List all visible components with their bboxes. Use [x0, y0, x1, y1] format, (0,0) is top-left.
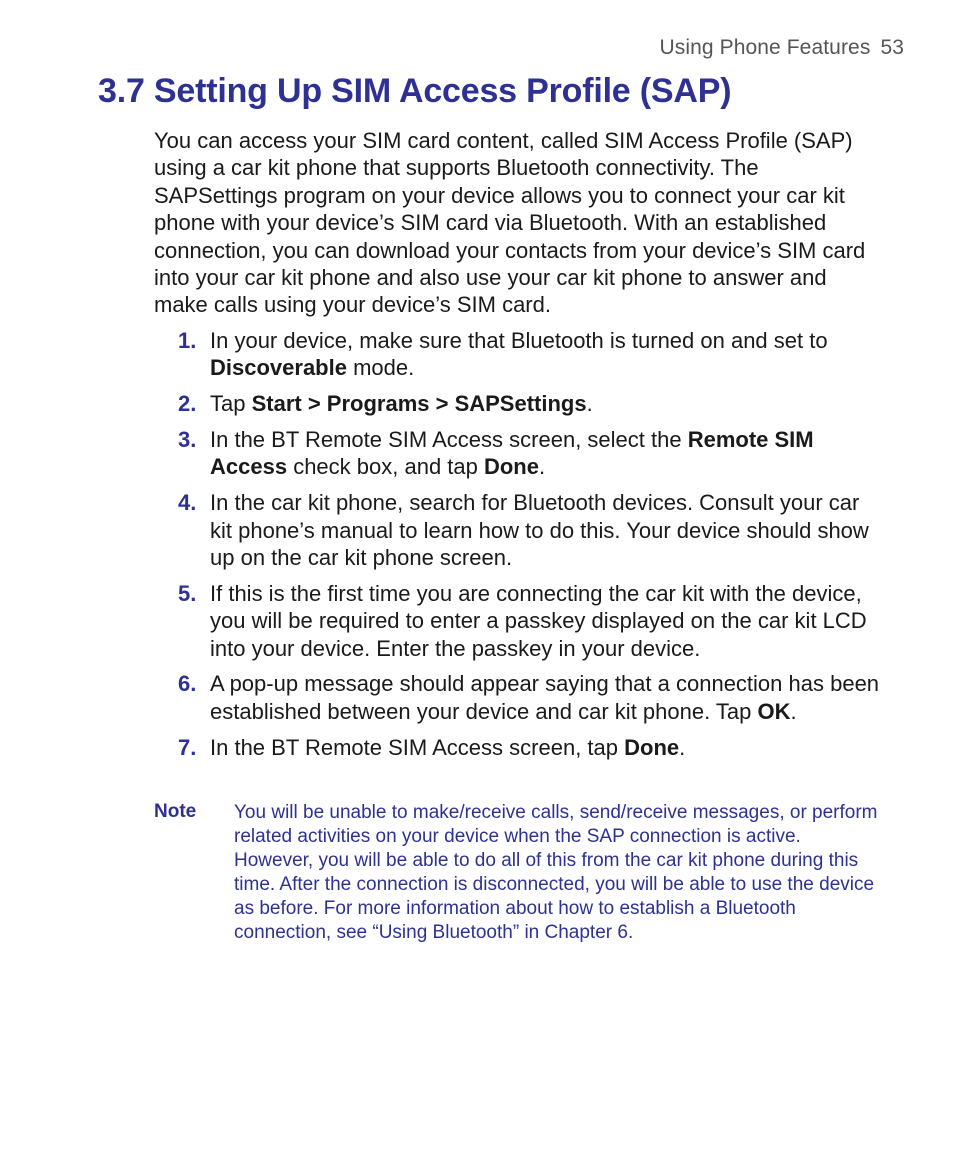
step-bold-text: Remote SIM Access	[210, 427, 814, 480]
step-text: If this is the first time you are connecting the car kit with the device, you will be required to enter a passkey displayed on the car kit LCD into your device. Enter the passkey in your device.	[210, 580, 867, 661]
step-text: In the car kit phone, search for Bluetooth devices. Consult your car kit phone’s manual to learn how to do this. Your device should show up on the car kit phone screen.	[210, 490, 869, 571]
step-bold-text: Done	[624, 734, 680, 760]
step-bold-text: Start > Programs > SAPSettings	[251, 391, 587, 417]
steps-list	[0, 327, 954, 769]
intro-paragraph: You can access your SIM card content, called SIM Access Profile (SAP) using a car kit phone that supports Bluetooth connectivity. The SAPSettings program on your device allows you to connect your car kit phone with your device’s SIM card via Bluetooth. With an established connection, you can download your contacts from your device’s SIM card into your car kit phone and also use your car kit phone to answer and make calls using your device’s SIM card.	[154, 128, 866, 318]
step-2	[0, 390, 954, 417]
running-header	[659, 36, 904, 60]
step-5	[0, 580, 954, 662]
step-number: 2.	[178, 391, 197, 417]
step-text: .	[586, 391, 593, 417]
step-number: 6.	[178, 671, 197, 697]
step-text: .	[538, 454, 546, 480]
step-bold-text: Discoverable	[210, 355, 347, 381]
step-number: 3.	[178, 427, 197, 452]
section-title: 3.7 Setting Up SIM Access Profile (SAP)	[98, 72, 732, 110]
step-text: In your device, make sure that Bluetooth is turned on and set to	[210, 328, 828, 353]
note-box	[154, 801, 884, 945]
step-text: Tap	[210, 391, 252, 417]
page-number: 53	[880, 36, 904, 59]
step-text: In the BT Remote SIM Access screen, select the	[210, 427, 688, 452]
step-bold-text: Done	[483, 454, 539, 480]
step-bold-text: OK	[757, 698, 791, 724]
step-number: 1.	[178, 328, 197, 353]
step-number: 4.	[178, 490, 197, 516]
step-text: In the BT Remote SIM Access screen, tap	[210, 734, 625, 760]
step-6	[0, 670, 954, 725]
note-text: You will be unable to make/receive calls, send/receive messages, or perform related activities on your device when the SAP connection is active. However, you will be able to do all of this from the car kit phone during this time. After the connection is disconnected, you will be able to use the device as before. For more information about how to establish a Bluetooth connection, see “Using Bluetooth” in Chapter 6.	[234, 802, 878, 943]
step-text: check box, and tap	[287, 454, 484, 480]
step-1	[0, 327, 954, 382]
step-3	[0, 426, 954, 481]
step-4	[0, 489, 954, 571]
step-text: A pop-up message should appear saying that a connection has been established between your device and car kit phone. Tap	[210, 671, 880, 724]
step-7	[0, 734, 954, 761]
running-header-section: Using Phone Features	[659, 36, 871, 59]
step-text: .	[790, 698, 797, 724]
note-label: Note	[154, 801, 197, 822]
step-number: 7.	[178, 734, 197, 760]
step-text: .	[679, 734, 686, 760]
step-text: mode.	[346, 355, 415, 381]
step-number: 5.	[178, 580, 197, 606]
